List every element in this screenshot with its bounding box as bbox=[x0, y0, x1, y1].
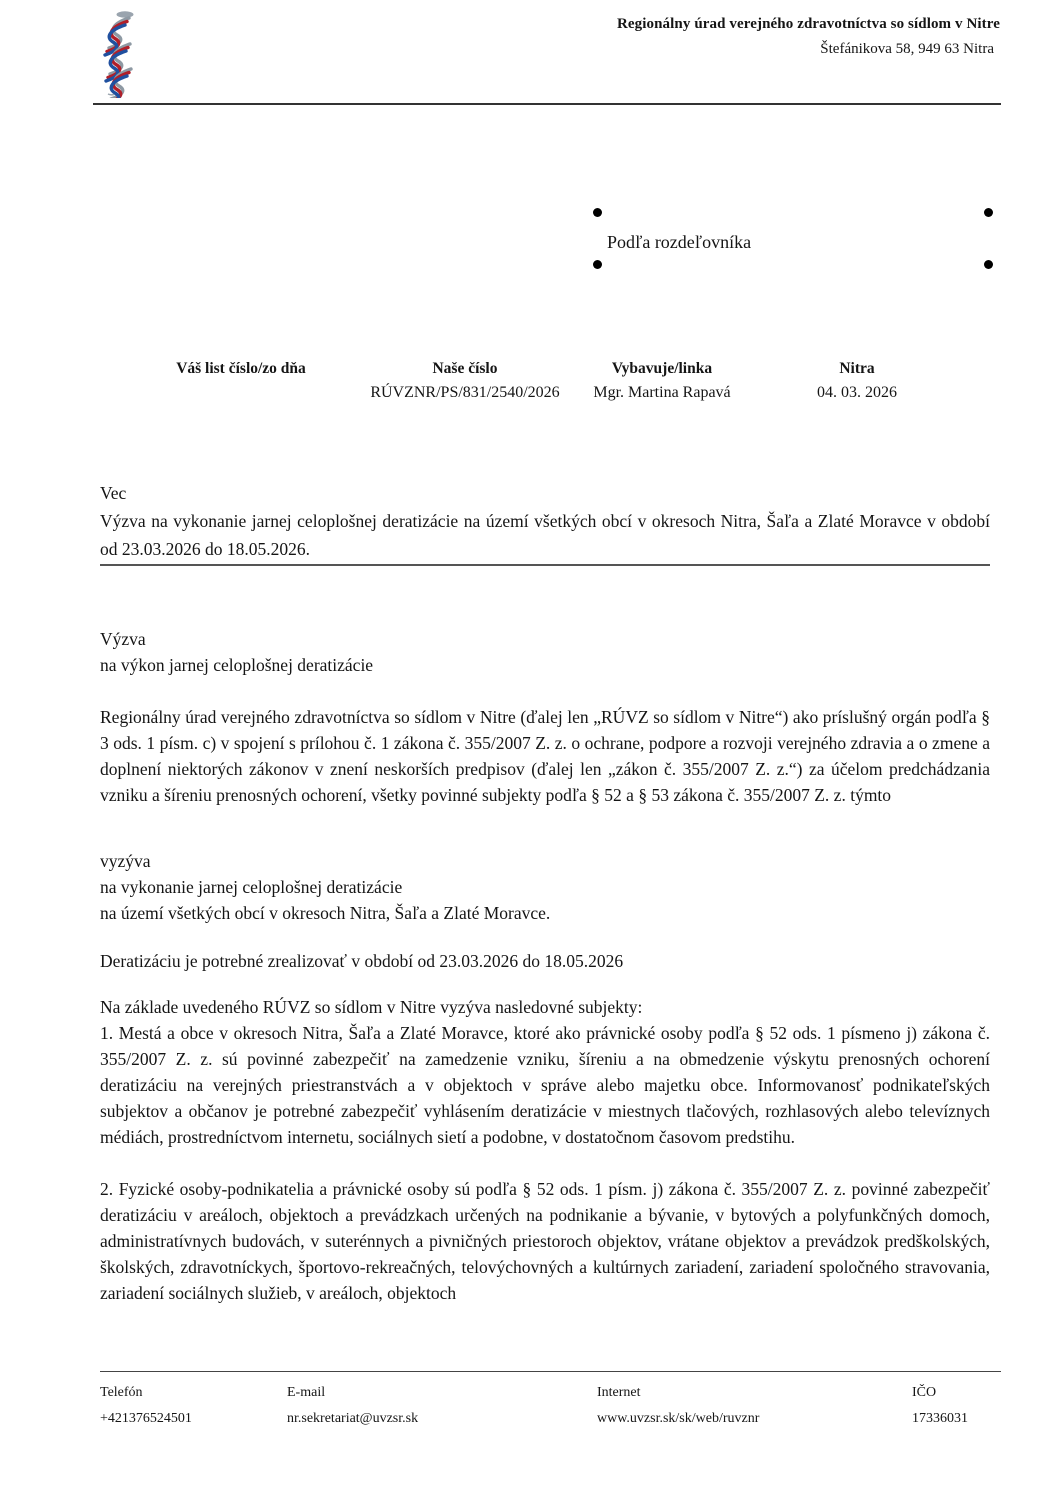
subject-text: Výzva na vykonanie jarnej celoplošnej deratizácie na území všetkých obcí v okresoch Nitra, Šaľa a Zlaté Moravce v období od 23.03.2026 do 18.05.2026. bbox=[100, 507, 990, 566]
ref-place-label: Nitra bbox=[839, 360, 875, 377]
deadline-line: Deratizáciu je potrebné zrealizovať v období od 23.03.2026 do 18.05.2026 bbox=[100, 951, 624, 971]
footer-email-value: nr.sekretariat@uvzsr.sk bbox=[287, 1411, 419, 1426]
ref-handled-by-value: Mgr. Martina Rapavá bbox=[593, 384, 731, 401]
recipient-line: Podľa rozdeľovníka bbox=[607, 232, 752, 252]
subjects-item-2: 2. Fyzické osoby-podnikatelia a právnické osoby sú podľa § 52 ods. 1 písm. j) zákona č. 355/2007 Z. z. povinné zabezpečiť deratizáciu v areáloch, objektoch a prevádzkach určených na podnikanie a bývanie, v bytových a polyfunkčných domoch, administratívnych budovách, v suterénnych a pivničných priestoroch objektov, vrátane objektov a prevádzok predškolských, školských, zdravotníckych, športovo-rekreačných, telovýchovných a kultúrnych zariadení, zariadení spoločného stravovania, zariadení sociálnych služieb, v areáloch, objektoch bbox=[100, 1179, 990, 1303]
footer-internet bbox=[597, 1380, 759, 1432]
ref-our-number-value: RÚVZNR/PS/831/2540/2026 bbox=[370, 384, 560, 401]
ref-handled-by bbox=[556, 360, 768, 402]
subjects-item-1: 1. Mestá a obce v okresoch Nitra, Šaľa a Zlaté Moravce, ktoré ako právnické osoby podľa § 52 ods. 1 písmeno j) zákona č. 355/2007 Z. z. sú povinné zabezpečiť na zamedzenie vzniku, šíreniu a na obmedzenie výskytu prenosných ochorení deratizáciu na verejných priestranstvách a v objektoch v správe alebo majetku obce. Informovanosť podnikateľských subjektov a občanov je potrebné zabezpečiť vyhlásením deratizácie v miestnych tlačových, rozhlasových alebo televíznych médiách, prostredníctvom internetu, sociálnych sietí a podobne, v dostatočnom časovom predstihu. bbox=[100, 1023, 990, 1147]
corner-mark-icon bbox=[984, 260, 993, 269]
footer-internet-label: Internet bbox=[597, 1385, 641, 1400]
ref-handled-by-label: Vybavuje/linka bbox=[611, 360, 713, 377]
call-line2: na vykonanie jarnej celoplošnej deratizácie bbox=[100, 877, 403, 897]
ref-date-value: 04. 03. 2026 bbox=[817, 384, 897, 401]
subjects-intro-line: Na základe uvedeného RÚVZ so sídlom v Nitre vyzýva nasledovné subjekty: bbox=[100, 997, 643, 1017]
organization-address: Štefánikova 58, 949 63 Nitra bbox=[820, 41, 994, 57]
corner-mark-icon bbox=[593, 260, 602, 269]
ref-our-number bbox=[352, 360, 578, 402]
call-to-action bbox=[100, 848, 990, 926]
footer-divider bbox=[100, 1371, 1001, 1372]
letterhead bbox=[617, 16, 1000, 58]
footer-ico-label: IČO bbox=[912, 1385, 937, 1400]
ref-your-letter bbox=[150, 360, 332, 384]
corner-mark-icon bbox=[593, 208, 602, 217]
subject-label: Vec bbox=[100, 483, 127, 503]
corner-mark-icon bbox=[984, 208, 993, 217]
legal-basis-paragraph: Regionálny úrad verejného zdravotníctva so sídlom v Nitre (ďalej len „RÚVZ so sídlom v Nitre“) ako príslušný orgán podľa § 3 ods. 1 písm. c) v spojení s prílohou č. 1 zákona č. 355/2007 Z. z. o ochrane, podpore a rozvoji verejného zdravia a o zmene a doplnení niektorých zákonov v znení neskorších predpisov (ďalej len „zákon č. 355/2007 Z. z.“) za účelom predchádzania vzniku a šíreniu prenosných ochorení, všetky povinné subjekty podľa § 52 a § 53 zákona č. 355/2007 Z. z. týmto bbox=[100, 707, 990, 805]
footer-phone-label: Telefón bbox=[100, 1385, 143, 1400]
call-heading bbox=[100, 626, 990, 678]
footer-email bbox=[287, 1380, 418, 1432]
ref-your-letter-label: Váš list číslo/zo dňa bbox=[176, 360, 306, 377]
ref-place-date bbox=[777, 360, 937, 402]
footer-phone bbox=[100, 1380, 192, 1432]
call-line3: na území všetkých obcí v okresoch Nitra, Šaľa a Zlaté Moravce. bbox=[100, 903, 551, 923]
footer-email-label: E-mail bbox=[287, 1385, 326, 1400]
header-divider bbox=[93, 103, 1001, 105]
footer-phone-value: +421376524501 bbox=[100, 1411, 192, 1426]
letter-body bbox=[100, 479, 990, 1306]
footer-ico-value: 17336031 bbox=[912, 1411, 968, 1426]
footer-ico bbox=[912, 1380, 968, 1432]
organization-name: Regionálny úrad verejného zdravotníctva so sídlom v Nitre bbox=[616, 16, 1000, 32]
ref-our-number-label: Naše číslo bbox=[432, 360, 498, 377]
call-heading-line2: na výkon jarnej celoplošnej deratizácie bbox=[100, 655, 374, 675]
public-health-authority-logo-icon bbox=[94, 10, 142, 98]
address-window bbox=[593, 208, 993, 269]
call-line1: vyzýva bbox=[100, 851, 151, 871]
call-heading-line1: Výzva bbox=[100, 629, 146, 649]
footer-internet-value: www.uvzsr.sk/sk/web/ruvznr bbox=[597, 1411, 760, 1426]
